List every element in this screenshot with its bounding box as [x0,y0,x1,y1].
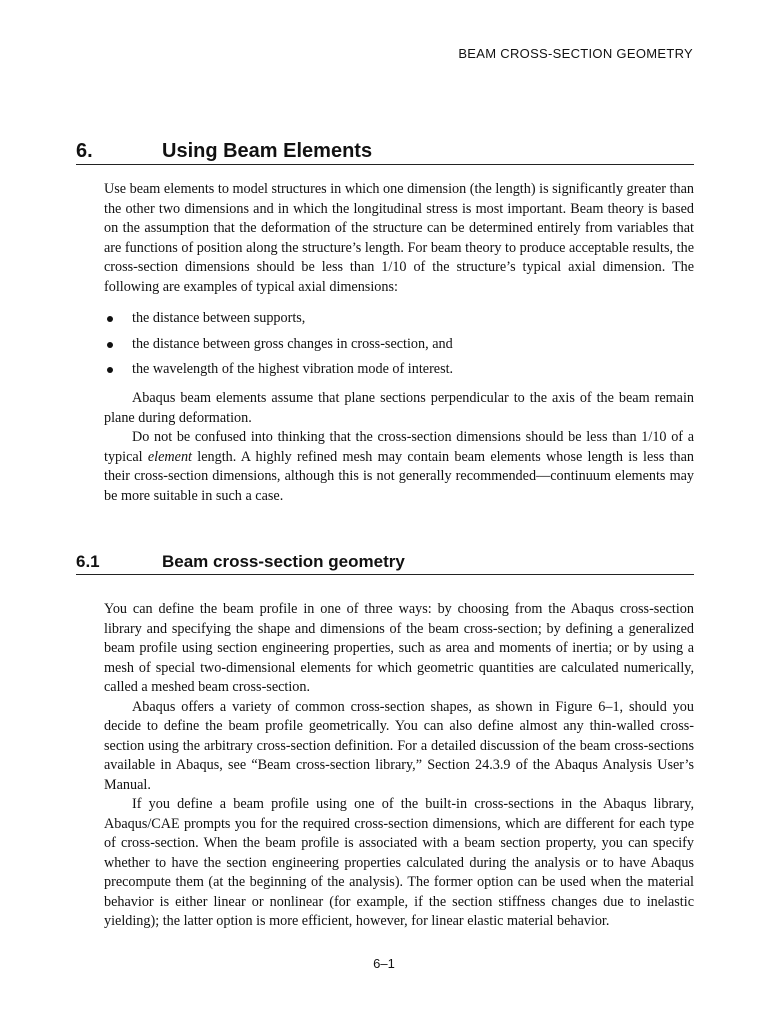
section-heading [76,552,694,575]
chapter-title: Using Beam Elements [162,140,373,162]
element-emphasis: element [147,448,192,465]
beam-profile-paragraph: You can define the beam profile in one of three ways: by choosing from the Abaqus cross-section library and specifying the shape and dimensions of the beam cross-section; by defining a generalized beam profile using section engineering properties, such as area and moments of inertia; or by using a mesh of special two-dimensional elements for which geometric quantities are calculated numerically, called a meshed beam cross-section. [104,601,694,695]
running-head: BEAM CROSS-SECTION GEOMETRY [458,46,693,61]
intro-paragraph: Use beam elements to model structures in which one dimension (the length) is significantly greater than the other two dimensions and in which the longitudinal stress is most important. Beam theory is based on the assumption that the deformation of the structure can be determined entirely from variables that are functions of position along the structure’s length. For beam theory to produce acceptable results, the cross-section dimensions should be less than 1/10 of the structure’s typical axial dimension. The following are examples of typical axial dimensions: [104,181,694,295]
element-length-text-a: Do not be confused into thinking that the cross-section dimensions should be less than 1/10 of a typical [104,429,694,465]
cross-section-body [104,600,694,932]
list-item: the distance between supports, [104,309,694,335]
section-number: 6.1 [76,552,100,571]
list-item: the distance between gross changes in cross-section, and [104,335,694,361]
plane-sections-paragraph: Abaqus beam elements assume that plane sections perpendicular to the axis of the beam remain plane during deformation. [104,390,694,426]
section-title: Beam cross-section geometry [162,552,405,571]
chapter-number: 6. [76,140,93,162]
built-in-cross-section-paragraph: If you define a beam profile using one of the built-in cross-sections in the Abaqus library, Abaqus/CAE prompts you for the required cross-section dimensions, which are different for each type of cross-section. When the beam profile is associated with a beam section property, you can specify whether to have the section engineering properties calculated during the analysis or to have Abaqus precompute them (at the beginning of the analysis). The former option can be used when the material behavior is either linear or nonlinear (for example, if the section stiffness changes due to inelastic yielding); the latter option is more efficient, however, for linear elastic material behavior. [104,796,694,929]
page-number: 6–1 [373,956,395,971]
axial-dimension-list [104,309,694,386]
element-length-paragraph [104,428,694,506]
beam-assumption-block [104,389,694,506]
element-length-text-b: length. A highly refined mesh may contain beam elements whose length is less than their cross-section dimensions, although this is not generally recommended—continuum elements may be more suitable in such a case. [104,448,694,504]
list-item: the wavelength of the highest vibration mode of interest. [104,360,694,386]
cross-section-shapes-paragraph: Abaqus offers a variety of common cross-section shapes, as shown in Figure 6–1, should you decide to define the beam profile geometrically. You can also define almost any thin-walled cross-section using the arbitrary cross-section definition. For a detailed discussion of the beam cross-sections available in Abaqus, see “Beam cross-section library,” Section 24.3.9 of the Abaqus Analysis User’s Manual. [104,698,694,793]
intro-paragraph-block [104,180,694,297]
chapter-heading [76,140,694,165]
